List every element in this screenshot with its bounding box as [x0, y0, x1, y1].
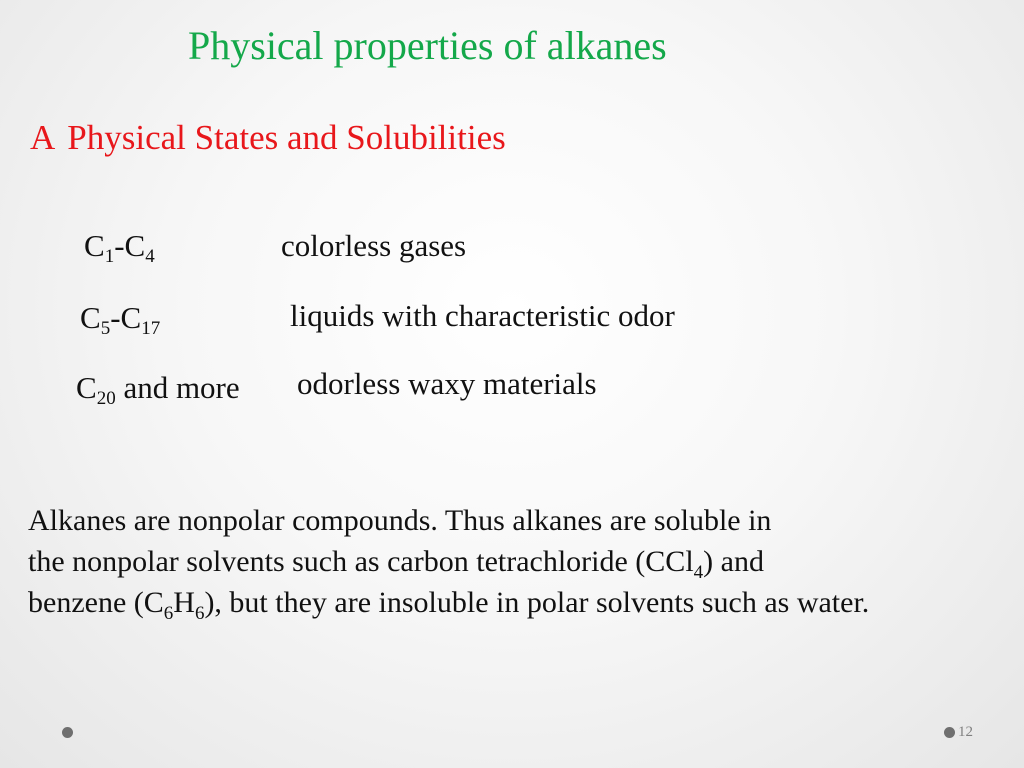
paragraph-line-2: the nonpolar solvents such as carbon tetrachloride (CCl$_4$) and	[28, 545, 764, 583]
state-description-liquids: liquids with characteristic odor	[290, 298, 675, 333]
section-letter: A	[30, 118, 56, 157]
formula-c20-and-more: $C_{20}$ and more	[76, 370, 240, 409]
section-heading	[30, 118, 506, 158]
solubility-paragraph	[28, 500, 1008, 623]
formula-c5-c17: $C_5-C_{17}$	[80, 300, 161, 339]
formula-c1-c4: $C_1-C_4$	[84, 228, 155, 267]
state-description-waxy: odorless waxy materials	[297, 366, 597, 401]
section-title: Physical States and Solubilities	[67, 118, 506, 157]
footer-left-dot-icon	[62, 727, 73, 738]
slide-title: Physical properties of alkanes	[188, 23, 667, 68]
footer-right-dot-icon	[944, 727, 955, 738]
paragraph-line-1: Alkanes are nonpolar compounds. Thus alkanes are soluble in	[28, 504, 772, 537]
paragraph-line-3: benzene $(C_6H_6)$, but they are insoluble in polar solvents such as water.	[28, 586, 870, 624]
slide-number: 12	[958, 724, 973, 740]
state-description-gases: colorless gases	[281, 228, 467, 263]
